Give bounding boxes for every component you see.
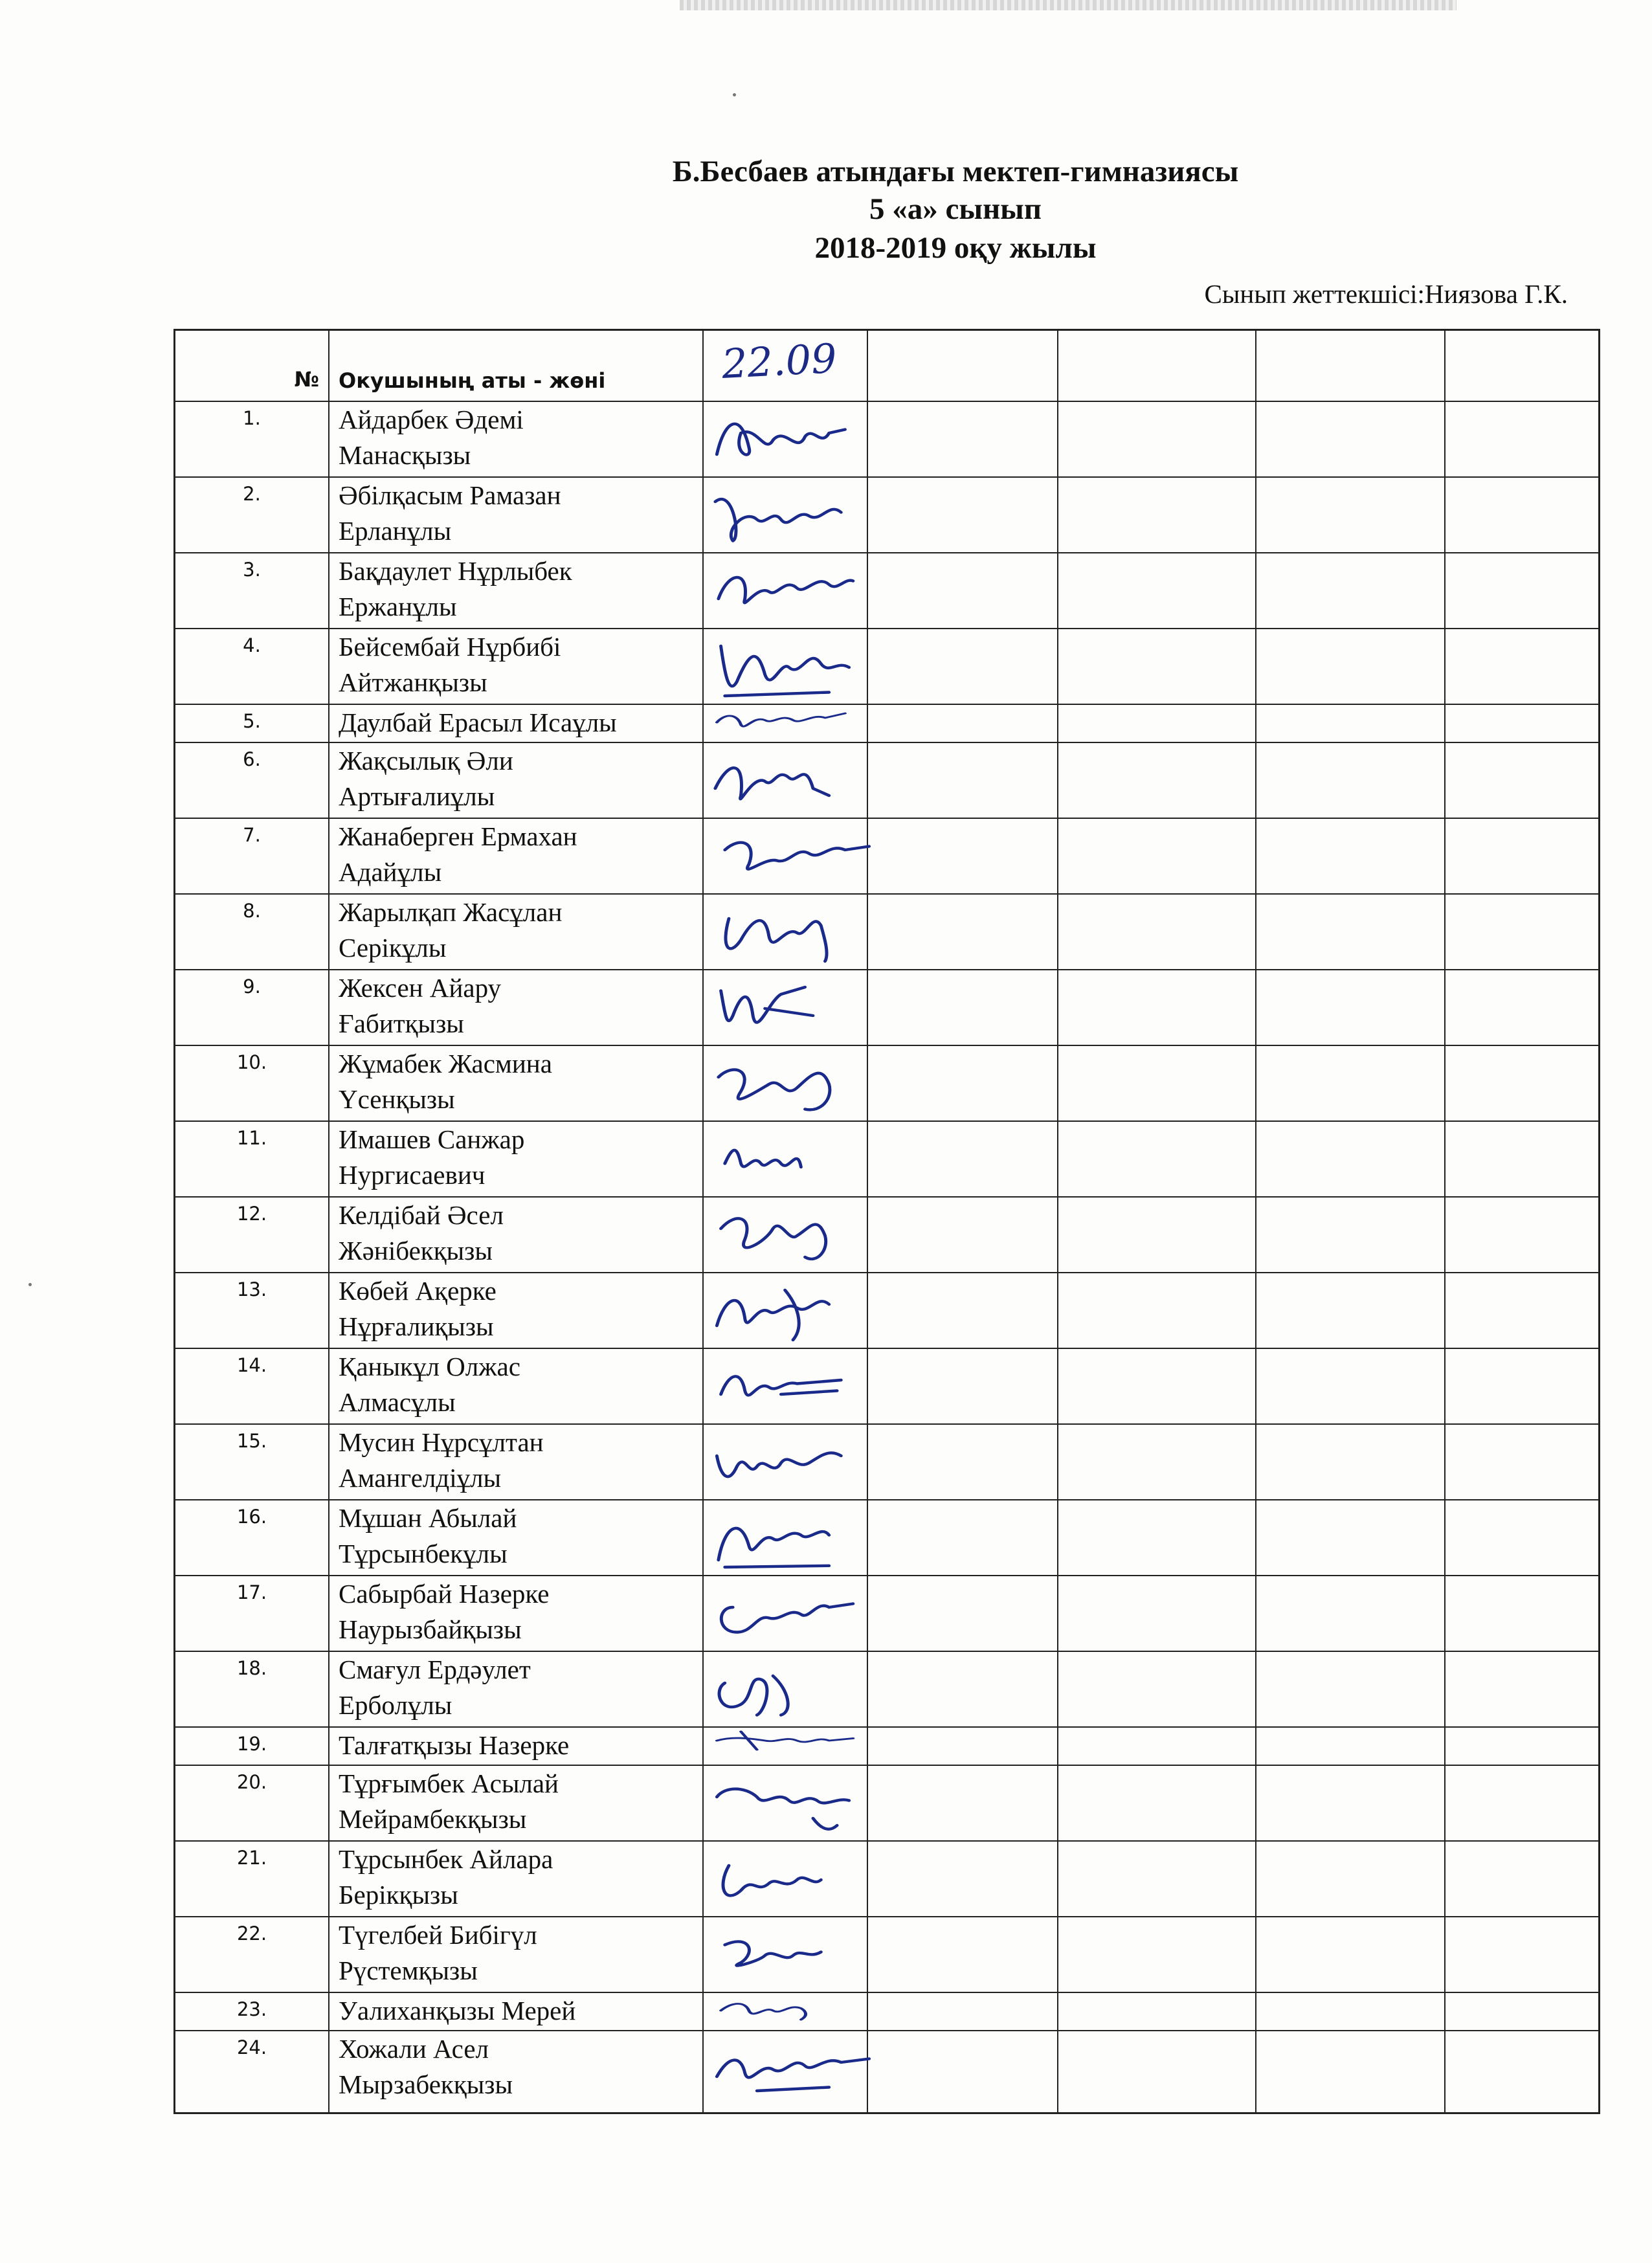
student-name: Уалиханқызы Мерей: [339, 1996, 576, 2025]
student-name: Түгелбей Бибігүл Рүстемқызы: [339, 1920, 537, 1985]
row-number: 3.: [243, 559, 261, 581]
row-number: 9.: [243, 975, 261, 998]
row-number: 8.: [243, 900, 261, 922]
student-name: Сабырбай Назерке Наурызбайқызы: [339, 1579, 550, 1644]
student-signature: [709, 1503, 877, 1574]
student-name: Имашев Санжар Нургисаевич: [339, 1124, 525, 1190]
student-name: Мұшан Абылай Тұрсынбекұлы: [339, 1503, 517, 1568]
row-number: 5.: [243, 710, 261, 732]
student-signature: [709, 1049, 877, 1120]
student-signature: [709, 1124, 877, 1196]
student-name: Смағул Ердәулет Ерболұлы: [339, 1655, 531, 1720]
column-header-number: №: [294, 367, 319, 392]
scan-edge-artifact: [680, 0, 1457, 10]
student-signature: [709, 700, 877, 745]
row-number: 7.: [243, 824, 261, 846]
student-name: Хожали Асел Мырзабекқызы: [339, 2034, 513, 2099]
student-signature: [709, 1200, 877, 1271]
student-signature: [709, 1920, 877, 1991]
scan-speck: [28, 1283, 32, 1286]
scan-speck: [733, 93, 736, 96]
row-number: 19.: [236, 1733, 267, 1755]
student-signature: [709, 1427, 877, 1499]
row-number: 6.: [243, 748, 261, 770]
row-number: 13.: [236, 1278, 267, 1300]
row-number: 21.: [236, 1847, 267, 1869]
student-signature: [709, 480, 877, 552]
student-signature: [709, 556, 877, 627]
student-name: Бақдаулет Нұрлыбек Ержанұлы: [339, 556, 572, 621]
student-signature: [709, 1844, 877, 1915]
student-signature: [709, 973, 877, 1044]
student-signature: [709, 1722, 877, 1768]
student-signature: [709, 746, 877, 817]
student-name: Айдарбек Әдемі Манасқызы: [339, 405, 524, 470]
student-signature: [709, 1768, 877, 1840]
school-name: Б.Бесбаев атындағы мектеп-гимназиясы: [672, 155, 1239, 188]
row-number: 16.: [236, 1506, 267, 1528]
student-name: Келдібай Әсел Жәнібекқызы: [339, 1200, 504, 1265]
row-number: 20.: [236, 1771, 267, 1793]
column-divider: [702, 331, 704, 2112]
student-name: Даулбай Ерасыл Исаұлы: [339, 708, 617, 737]
student-signature: [709, 1352, 877, 1423]
student-signature: [709, 1988, 877, 2033]
student-name: Жақсылық Әли Артығалиұлы: [339, 746, 513, 811]
student-name: Талғатқызы Назерке: [339, 1730, 570, 1760]
row-number: 2.: [243, 483, 261, 505]
class-teacher: Сынып жеттекшісі:Ниязова Г.К.: [1204, 279, 1568, 309]
row-number: 12.: [236, 1203, 267, 1225]
student-name: Көбей Ақерке Нұрғалиқызы: [339, 1276, 497, 1341]
row-number: 23.: [236, 1998, 267, 2020]
student-name: Тұрсынбек Айлара Берікқызы: [339, 1844, 553, 1910]
column-divider: [1444, 331, 1446, 2112]
student-signature: [709, 405, 877, 476]
row-number: 15.: [236, 1430, 267, 1452]
row-number: 10.: [236, 1051, 267, 1073]
class-name: 5 «а» сынып: [869, 192, 1042, 226]
student-signature: [709, 2034, 877, 2105]
attendance-table: [173, 329, 1600, 2114]
row-number: 4.: [243, 634, 261, 656]
row-number: 17.: [236, 1581, 267, 1603]
student-signature: [709, 1579, 877, 1650]
column-header-student-name: Окушының аты - жөні: [339, 368, 606, 393]
student-signature: [709, 632, 877, 703]
student-name: Жұмабек Жасмина Үсенқызы: [339, 1049, 552, 1114]
student-signature: [709, 1276, 877, 1347]
column-divider: [1057, 331, 1058, 2112]
student-name: Жарылқап Жасұлан Серікұлы: [339, 897, 563, 963]
row-number: 24.: [236, 2036, 267, 2058]
student-name: Тұрғымбек Асылай Мейрамбекқызы: [339, 1768, 559, 1834]
student-name: Бейсембай Нұрбибі Айтжанқызы: [339, 632, 561, 697]
row-number: 11.: [236, 1127, 267, 1149]
row-number: 18.: [236, 1657, 267, 1679]
student-signature: [709, 1655, 877, 1726]
column-divider: [1255, 331, 1256, 2112]
student-name: Жанаберген Ермахан Адайұлы: [339, 821, 577, 887]
column-header-date: 22.09: [720, 334, 838, 388]
student-name: Әбілқасым Рамазан Ерланұлы: [339, 480, 561, 546]
student-name: Жексен Айару Ғабитқызы: [339, 973, 502, 1038]
school-year: 2018-2019 оқу жылы: [814, 231, 1097, 265]
row-number: 22.: [236, 1923, 267, 1945]
student-name: Мусин Нұрсұлтан Амангелдіұлы: [339, 1427, 544, 1493]
student-signature: [709, 821, 877, 893]
student-signature: [709, 897, 877, 968]
row-number: 1.: [243, 407, 261, 429]
student-name: Қаныкұл Олжас Алмасұлы: [339, 1352, 520, 1417]
row-number: 14.: [236, 1354, 267, 1376]
